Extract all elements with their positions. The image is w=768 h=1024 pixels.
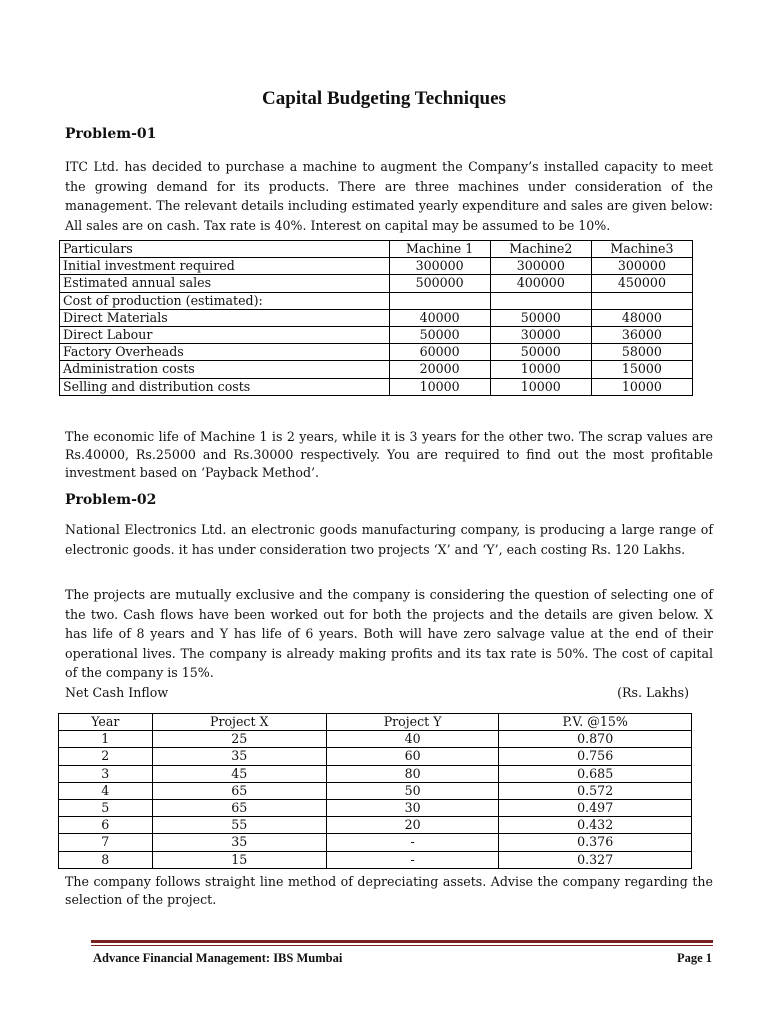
table-cell: - [326, 851, 499, 868]
table-cell: 0.327 [499, 851, 692, 868]
table-cell: 20 [326, 817, 499, 834]
table-row [59, 817, 692, 834]
table-row [60, 361, 693, 378]
table-cell: 0.376 [499, 834, 692, 851]
table-row [60, 309, 693, 326]
table-header-cell: Machine3 [591, 241, 692, 258]
table-cell: Initial investment required [60, 258, 390, 275]
table-cell: 55 [152, 817, 326, 834]
table-cell: 0.432 [499, 817, 692, 834]
table-header-cell: Particulars [60, 241, 390, 258]
table-cell: Direct Labour [60, 327, 390, 344]
table-cell: 35 [152, 748, 326, 765]
net-cash-inflow-caption [65, 685, 689, 700]
table-cell: 5 [59, 800, 153, 817]
table-header-cell: P.V. @15% [499, 714, 692, 731]
table-cell: Cost of production (estimated): [60, 292, 390, 309]
table-row [59, 765, 692, 782]
footer-course-label: Advance Financial Management: IBS Mumbai [93, 951, 343, 965]
table-cell: 0.497 [499, 800, 692, 817]
problem-2-intro: National Electronics Ltd. an electronic goods manufacturing company, is producing a large range of electronic goods. it has under consideration two projects ‘X’ and ‘Y’, each costing Rs. 120 Lakhs. [65, 522, 713, 557]
table-cell: 60 [326, 748, 499, 765]
table-header-cell: Project Y [326, 714, 499, 731]
unit-label: (Rs. Lakhs) [617, 685, 689, 700]
table-cell: 10000 [490, 378, 591, 395]
table-cell: 450000 [591, 275, 692, 292]
footer-page-number: Page 1 [676, 951, 712, 965]
table-cell: 2 [59, 748, 153, 765]
problem-2-details: The projects are mutually exclusive and the company is considering the question of selecting one of the two. Cash flows have been worked out for both the projects and the details are given below. X has life of 8 years and Y has life of 6 years. Both will have zero salvage value at the end of their operational lives. The company is already making profits and its tax rate is 50%. The cost of capital of the company is 15%. [65, 587, 713, 680]
table-row [59, 782, 692, 799]
table-row [59, 834, 692, 851]
table-header-cell: Machine 1 [389, 241, 490, 258]
table-row [60, 344, 693, 361]
table-row [60, 292, 693, 309]
table-cell: 65 [152, 800, 326, 817]
table-row [60, 258, 693, 275]
problem-1-intro: ITC Ltd. has decided to purchase a machine to augment the Company’s installed capacity to meet the growing demand for its products. There are three machines under consideration of the management. The relevant details including estimated yearly expenditure and sales are given below: All sales are on cash. Tax rate is 40%. Interest on capital may be assumed to be 10%. [65, 159, 713, 233]
table-cell: 40 [326, 731, 499, 748]
table-cell: 3 [59, 765, 153, 782]
footer-rule-thick [91, 940, 713, 943]
table-cell [389, 292, 490, 309]
table-cell: 20000 [389, 361, 490, 378]
table-cell [591, 292, 692, 309]
table-cell: 80 [326, 765, 499, 782]
table-cell: 300000 [490, 258, 591, 275]
table-cell: 7 [59, 834, 153, 851]
table-cell: 0.870 [499, 731, 692, 748]
table-cell: 58000 [591, 344, 692, 361]
table-cell: 15 [152, 851, 326, 868]
table-row [59, 731, 692, 748]
table-cell: Estimated annual sales [60, 275, 390, 292]
table-cell: 35 [152, 834, 326, 851]
table-cell: 500000 [389, 275, 490, 292]
table-cell: 30 [326, 800, 499, 817]
table-cell: 60000 [389, 344, 490, 361]
problem-1-heading: Problem-01 [65, 126, 157, 142]
table-cell: 1 [59, 731, 153, 748]
table-cell: 30000 [490, 327, 591, 344]
table-row [59, 800, 692, 817]
table-cell: 0.572 [499, 782, 692, 799]
table-cell: 300000 [591, 258, 692, 275]
table-cell: 10000 [490, 361, 591, 378]
table-cell: 15000 [591, 361, 692, 378]
problem-1-closing: The economic life of Machine 1 is 2 years, while it is 3 years for the other two. The scrap values are Rs.40000, Rs.25000 and Rs.30000 respectively. You are required to find out the most profitable investment based on ‘Payback Method’. [65, 429, 713, 480]
table-cell [490, 292, 591, 309]
table-row [60, 327, 693, 344]
machine-cost-table [59, 240, 693, 396]
table-cell: 50 [326, 782, 499, 799]
table-cell: 36000 [591, 327, 692, 344]
table-row [60, 378, 693, 395]
problem-2-closing: The company follows straight line method of depreciating assets. Advise the company regarding the selection of the project. [65, 874, 713, 907]
table-cell: 4 [59, 782, 153, 799]
table-cell: 10000 [591, 378, 692, 395]
table-cell: 6 [59, 817, 153, 834]
table-cell: Selling and distribution costs [60, 378, 390, 395]
table-cell: 300000 [389, 258, 490, 275]
net-cash-inflow-label: Net Cash Inflow [65, 685, 169, 700]
table-header-row [59, 714, 692, 731]
table-cell: 45 [152, 765, 326, 782]
table-cell: 8 [59, 851, 153, 868]
table-cell: Factory Overheads [60, 344, 390, 361]
table-cell: 0.756 [499, 748, 692, 765]
table-cell: 0.685 [499, 765, 692, 782]
cash-inflow-table [58, 713, 692, 869]
table-row [59, 851, 692, 868]
table-header-row [60, 241, 693, 258]
table-header-cell: Year [59, 714, 153, 731]
table-header-cell: Project X [152, 714, 326, 731]
table-row [59, 748, 692, 765]
table-cell: 50000 [490, 344, 591, 361]
table-cell: - [326, 834, 499, 851]
table-cell: 400000 [490, 275, 591, 292]
table-header-cell: Machine2 [490, 241, 591, 258]
table-cell: Direct Materials [60, 309, 390, 326]
table-cell: 48000 [591, 309, 692, 326]
table-cell: 65 [152, 782, 326, 799]
table-cell: 50000 [389, 327, 490, 344]
table-cell: 40000 [389, 309, 490, 326]
document-title: Capital Budgeting Techniques [262, 88, 506, 109]
table-cell: Administration costs [60, 361, 390, 378]
problem-2-heading: Problem-02 [65, 492, 157, 508]
table-cell: 10000 [389, 378, 490, 395]
table-row [60, 275, 693, 292]
table-cell: 50000 [490, 309, 591, 326]
table-cell: 25 [152, 731, 326, 748]
footer-rule-thin [91, 945, 713, 946]
